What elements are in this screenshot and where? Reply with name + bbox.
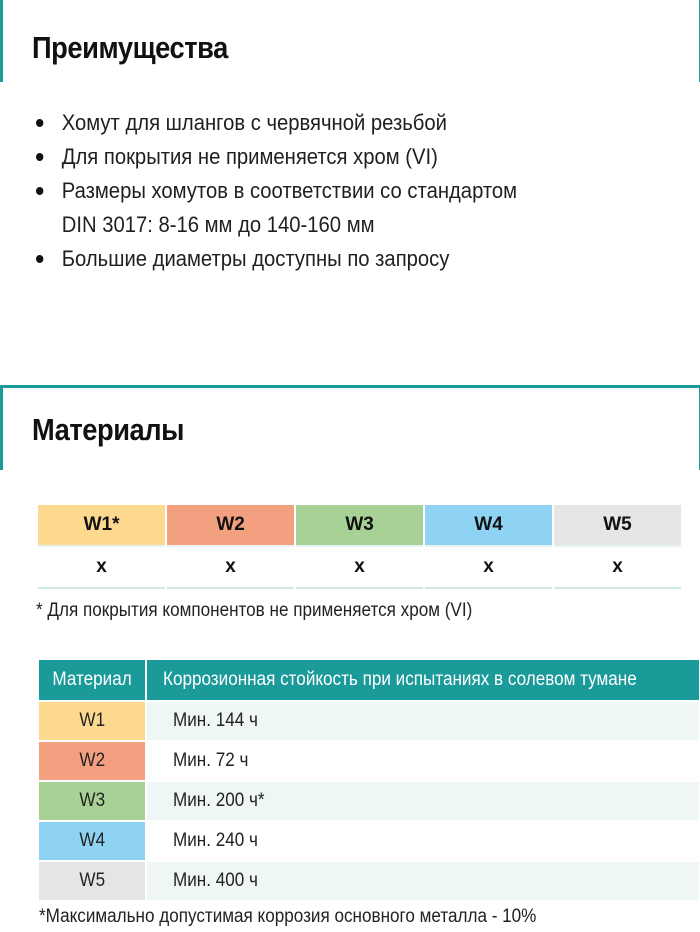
grades-footnote: * Для покрытия компонентов не применяется хром (VI): [36, 600, 473, 621]
resistance-cell: Мин. 240 ч: [147, 822, 699, 860]
material-grades-table: [36, 505, 683, 589]
grade-header-w4: W4: [425, 505, 552, 545]
table-row: [39, 782, 699, 820]
grade-header-w2: W2: [167, 505, 294, 545]
table-row: [39, 862, 699, 900]
material-cell: W3: [39, 782, 145, 820]
advantages-list: [36, 106, 686, 276]
table-row: [39, 822, 699, 860]
grade-mark-w3: x: [296, 545, 423, 589]
advantages-title: Преимущества: [32, 30, 228, 65]
resistance-cell: Мин. 200 ч*: [147, 782, 699, 820]
header-material: Материал: [39, 660, 145, 700]
list-item: Размеры хомутов в соответствии со стандартом DIN 3017: 8-16 мм до 140-160 мм: [36, 174, 634, 242]
material-cell: W5: [39, 862, 145, 900]
grade-mark-w1: x: [38, 545, 165, 589]
bullet-icon: [36, 153, 43, 161]
corrosion-table-header: [39, 660, 699, 700]
grade-header-w1: W1*: [38, 505, 165, 545]
resistance-cell: Мин. 72 ч: [147, 742, 699, 780]
material-cell: W2: [39, 742, 145, 780]
resistance-cell: Мин. 400 ч: [147, 862, 699, 900]
grade-mark-w2: x: [167, 545, 294, 589]
list-item: Большие диаметры доступны по запросу: [36, 242, 634, 276]
grade-mark-w4: x: [425, 545, 552, 589]
list-item: Хомут для шлангов с червячной резьбой: [36, 106, 634, 140]
list-item: Для покрытия не применяется хром (VI): [36, 140, 634, 174]
list-item-continuation: DIN 3017: 8-16 мм до 140-160 мм: [61, 212, 375, 237]
bullet-icon: [36, 119, 43, 127]
bullet-icon: [36, 255, 43, 263]
resistance-cell: Мин. 144 ч: [147, 702, 699, 740]
header-resistance: Коррозионная стойкость при испытаниях в солевом тумане: [147, 660, 699, 700]
grade-header-w5: W5: [554, 505, 681, 545]
material-cell: W1: [39, 702, 145, 740]
materials-title: Материалы: [32, 412, 185, 447]
table-row: [39, 702, 699, 740]
grade-mark-w5: x: [554, 545, 681, 589]
table-row: [39, 742, 699, 780]
corrosion-footnote: *Максимально допустимая коррозия основного металла - 10%: [39, 906, 537, 927]
corrosion-table: [39, 660, 699, 902]
material-cell: W4: [39, 822, 145, 860]
grade-header-w3: W3: [296, 505, 423, 545]
bullet-icon: [36, 187, 43, 195]
